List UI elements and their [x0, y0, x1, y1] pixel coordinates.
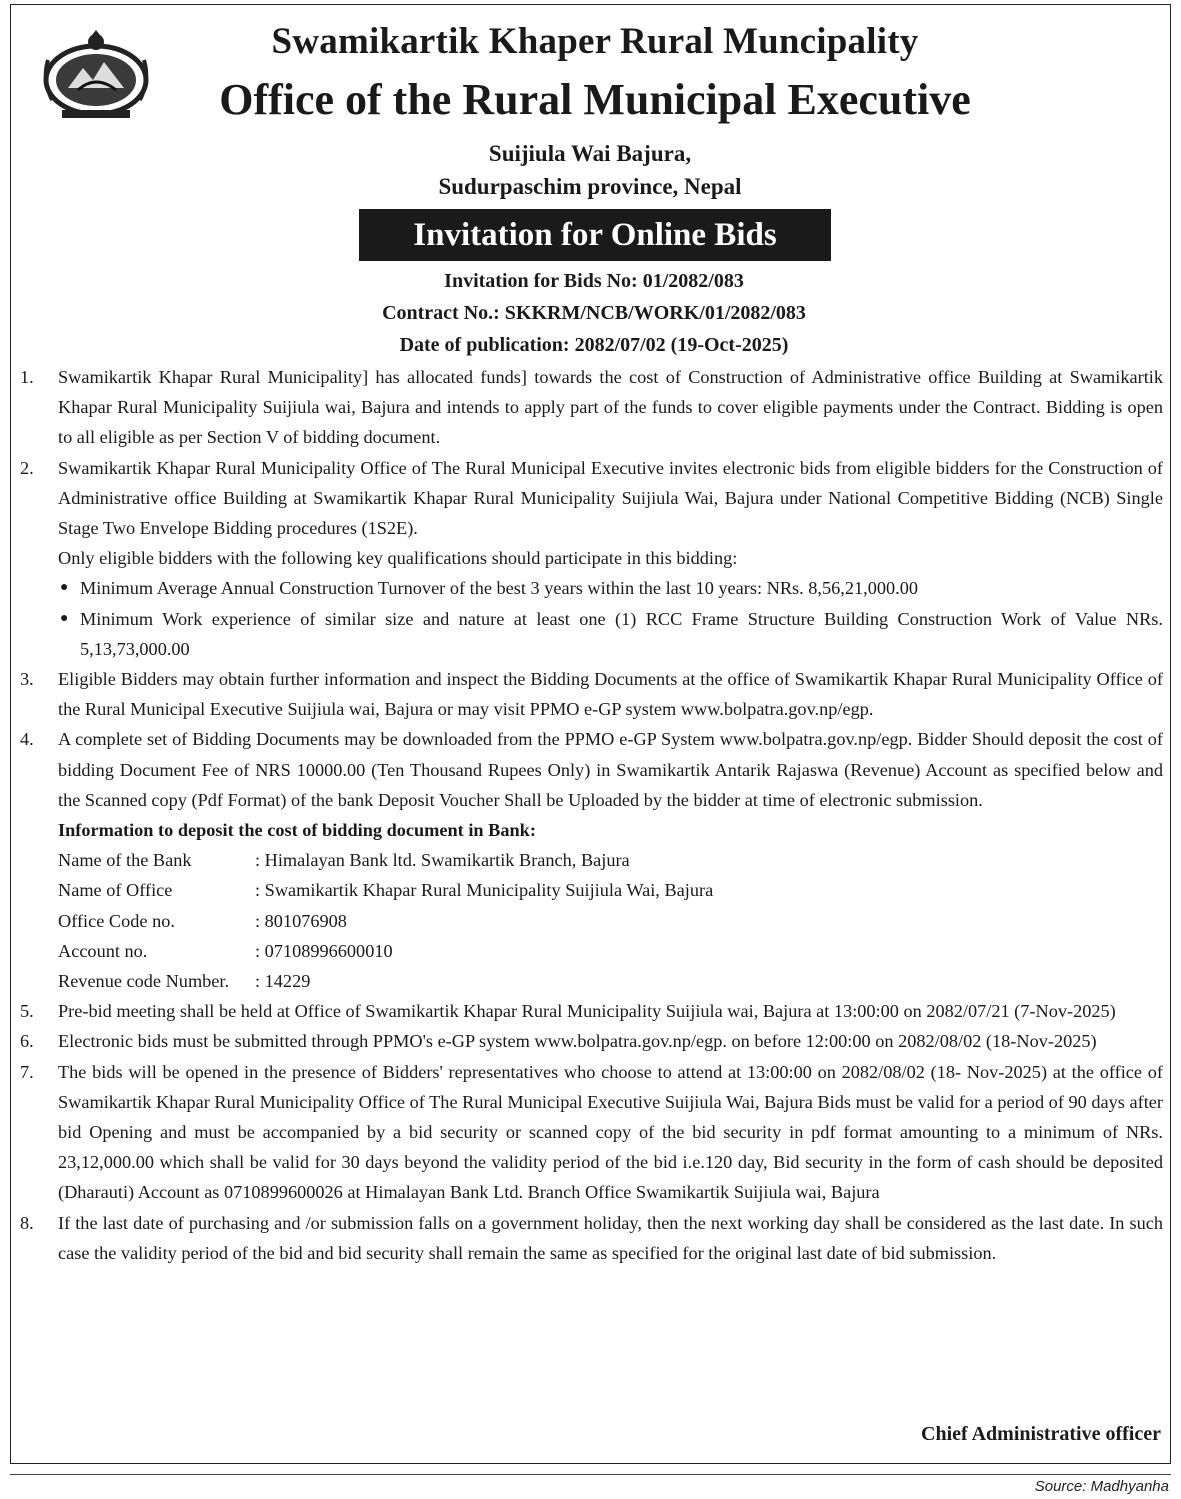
bank-info-heading: Information to deposit the cost of bidding document in Bank: [58, 820, 536, 841]
contract-number: Contract No.: SKKRM/NCB/WORK/01/2082/083 [382, 302, 806, 324]
list-item [20, 1026, 1163, 1056]
publication-date: Date of publication: 2082/07/02 (19-Oct-2025) [399, 334, 789, 356]
bank-info-value: : Swamikartik Khapar Rural Municipality Suijiula Wai, Bajura [255, 880, 714, 901]
item-text: A complete set of Bidding Documents may be downloaded from the PPMO e-GP System www.bolpatra.gov.np/egp. Bidder Should deposit the cost of bidding Document Fee of NRS 10000.00 (Ten Thousand Rupees Only) in Swamikartik Antarik Rajaswa (Revenue) Account as specified below and the Scanned copy (Pdf Format) of the bank Deposit Voucher Shall be Uploaded by the bidder at time of electronic submission. [58, 729, 1163, 810]
item-text: Eligible Bidders may obtain further information and inspect the Bidding Documents at the office of Swamikartik Khapar Rural Municipality Office of the Rural Municipal Executive Suijiula wai, Bajura or may visit PPMO e-GP system www.bolpatra.gov.np/egp. [58, 669, 1163, 720]
bank-info-label: Revenue code Number. [58, 971, 230, 992]
list-item [20, 996, 1163, 1026]
item-text: If the last date of purchasing and /or submission falls on a government holiday, then the next working day shall be considered as the last date. In such case the validity period of the bid and bid security shall remain the same as specified for the original last date of bid submission. [58, 1212, 1163, 1263]
item-text: Swamikartik Khapar Rural Municipality Office of The Rural Municipal Executive invites electronic bids from eligible bidders for the Construction of Administrative office Building at Swamikartik Khapar Rural Municipality Suijiula Wai, Bajura under National Competitive Bidding (NCB) Single Stage Two Envelope Bidding procedures (1S2E). [58, 457, 1163, 539]
item-text: Pre-bid meeting shall be held at Office of Swamikartik Khapar Rural Municipality Suijiula wai, Bajura at 13:00:00 on 2082/07/21 (7-Nov-2025) [58, 1001, 1116, 1022]
item-text: The bids will be opened in the presence of Bidders' representatives who choose to attend at 13:00:00 on 2082/08/02 (18- Nov-2025) at the office of Swamikartik Khapar Rural Municipality Office of The Rural Municipal Executive Suijiula Wai, Bajura Bids must be valid for a period of 90 days after bid Opening and must be accompanied by a bid security or scanned copy of the bid security in pdf format amounting to a minimum of NRs. 23,12,000.00 which shall be valid for 30 days beyond the validity period of the bid i.e.120 day, Bid security in the form of cash should be deposited (Dharauti) Account as 0710899600026 at Himalayan Bank Ltd. Branch Office Swamikartik Suijiula wai, Bajura [58, 1061, 1163, 1203]
bank-info-row [20, 966, 1163, 996]
bank-info-row [20, 936, 1163, 966]
bank-info-row [20, 845, 1163, 875]
bullet-text: Minimum Average Annual Construction Turnover of the best 3 years within the last 10 years: NRs. 8,56,21,000.00 [80, 578, 918, 599]
list-item [20, 1057, 1163, 1208]
bank-info-value: : 801076908 [255, 910, 347, 931]
item-number: 6. [20, 1031, 34, 1052]
bullet-text: Minimum Work experience of similar size and nature at least one (1) RCC Frame Structure Building Construction Work of Value NRs. 5,13,73,000.00 [80, 608, 1163, 659]
qualification-intro: Only eligible bidders with the following key qualifications should participate in this bidding: [58, 548, 738, 569]
office-title: Office of the Rural Municipal Executive [219, 75, 971, 124]
bank-info-row [20, 875, 1163, 905]
source-credit: Source: Madhyanha [1034, 1478, 1169, 1495]
bullet-icon: ● [60, 610, 69, 626]
bank-info-label: Account no. [58, 940, 148, 961]
bank-info-label: Office Code no. [58, 910, 175, 931]
bid-number: Invitation for Bids No: 01/2082/083 [444, 270, 744, 292]
nepal-emblem-icon [38, 30, 154, 120]
item-text: Electronic bids must be submitted through PPMO's e-GP system www.bolpatra.gov.np/egp. on before 12:00:00 on 2082/08/02 (18-Nov-2025) [58, 1031, 1097, 1052]
bank-info-row [20, 906, 1163, 936]
bank-info-label: Name of Office [58, 880, 173, 901]
item-number: 4. [20, 729, 34, 750]
list-item [20, 453, 1163, 544]
bank-info-value: : Himalayan Bank ltd. Swamikartik Branch, Bajura [255, 850, 630, 871]
bullet-icon: ● [60, 580, 69, 596]
signature-title: Chief Administrative officer [921, 1423, 1161, 1445]
invitation-banner: Invitation for Online Bids [359, 209, 831, 261]
bank-info-label: Name of the Bank [58, 850, 192, 871]
item-number: 5. [20, 1001, 34, 1022]
list-item [20, 362, 1163, 453]
bank-info-value: : 14229 [255, 971, 311, 992]
municipality-title: Swamikartik Khaper Rural Muncipality [271, 21, 919, 62]
item-number: 3. [20, 669, 34, 690]
address-line-1: Suijiula Wai Bajura, [488, 141, 692, 166]
item-number: 2. [20, 457, 34, 478]
address-line-2: Sudurpaschim province, Nepal [438, 174, 742, 199]
list-item [20, 664, 1163, 724]
bank-info-value: : 07108996600010 [255, 940, 393, 961]
divider [10, 1474, 1171, 1475]
item-number: 7. [20, 1061, 34, 1082]
list-item [20, 1208, 1163, 1268]
qualification-bullet [20, 573, 1163, 603]
item-number: 8. [20, 1212, 34, 1233]
list-item [20, 724, 1163, 815]
notice-body [20, 362, 1163, 1268]
item-text: Swamikartik Khapar Rural Municipality] has allocated funds] towards the cost of Construction of Administrative office Building at Swamikartik Khapar Rural Municipality Suijiula wai, Bajura and intends to apply part of the funds to cover eligible payments under the Contract. Bidding is open to all eligible as per Section V of bidding document. [58, 367, 1163, 448]
item-number: 1. [20, 367, 34, 387]
qualification-bullet [20, 604, 1163, 664]
